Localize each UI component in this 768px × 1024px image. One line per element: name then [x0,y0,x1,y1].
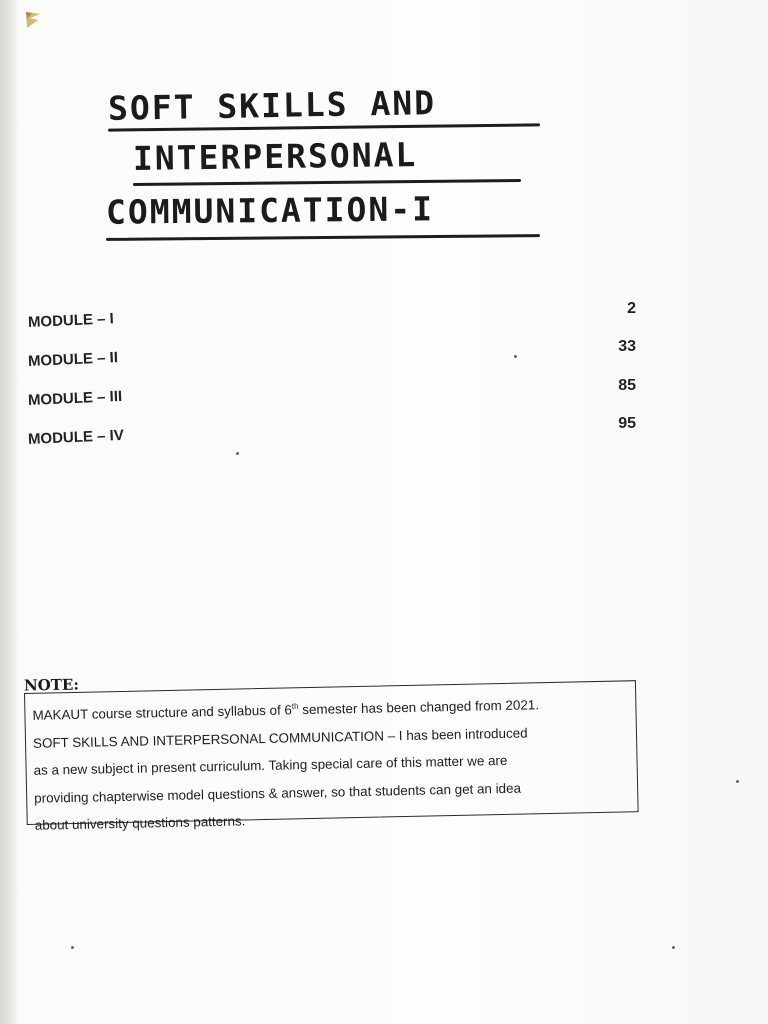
scan-speck [672,946,675,949]
title-underline-3 [106,234,540,241]
scan-speck [236,452,239,455]
scan-speck [71,946,74,949]
page-edge-shadow [0,0,18,1024]
module-3-page: 85 [618,377,636,394]
module-2-label: MODULE – II [27,349,119,370]
module-3-label: MODULE – III [27,387,123,409]
note-line-3: as a new subject in present curriculum. Taking special care of this matter we are [33,752,508,778]
scan-speck [736,780,739,783]
title-line-3: COMMUNICATION-I [105,189,435,232]
note-line-1-a: MAKAUT course structure and syllabus of 6 [32,702,293,723]
module-2-page: 33 [618,338,636,355]
module-1-page: 2 [627,300,636,317]
note-line-1-b: semester has been changed from 2021. [298,697,540,718]
note-line-1-sup: th [291,701,299,711]
title-line-1: SOFT SKILLS AND [107,83,437,128]
note-heading: NOTE: [23,675,80,695]
module-4-page: 95 [618,415,636,432]
module-1-label: MODULE – I [27,310,115,331]
title-line-2: INTERPERSONAL [132,135,418,178]
note-box [24,680,639,833]
title-underline-2 [133,179,521,186]
note-line-2: SOFT SKILLS AND INTERPERSONAL COMMUNICATION – I has been introduced [32,724,528,751]
note-line-5: about university questions patterns. [34,813,246,833]
corner-mark-icon [24,10,46,32]
scan-speck [514,355,517,358]
note-line-4: providing chapterwise model questions & answer, so that students can get an idea [34,780,522,806]
module-4-label: MODULE – IV [27,426,125,448]
